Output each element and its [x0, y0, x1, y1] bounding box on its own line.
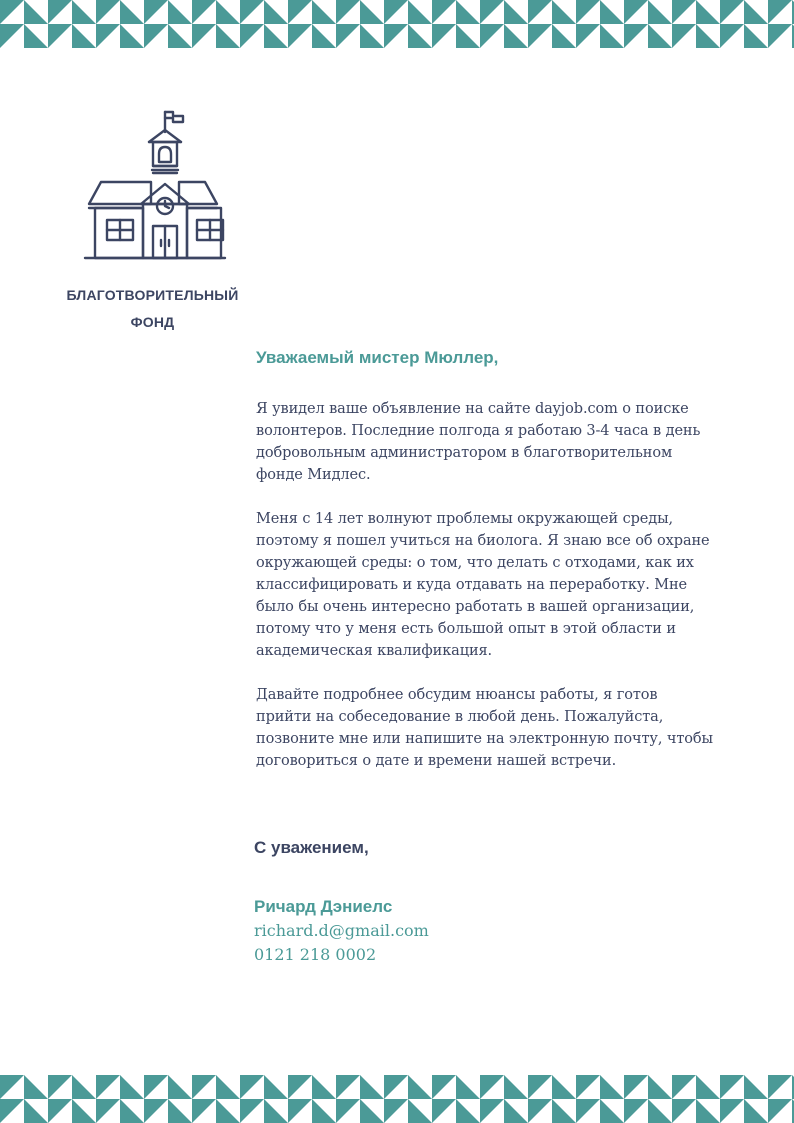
closing: С уважением, [254, 838, 369, 857]
letter-body [256, 348, 716, 794]
paragraph-3: Давайте подробнее обсудим нюансы работы, я готов прийти на собеседование в любой день. Пожалуйста, позвоните мне или напишите на электронную почту, чтобы договориться о дате и времени нашей встречи. [256, 687, 713, 769]
top-pattern-band [0, 0, 794, 48]
signature-block [254, 895, 429, 967]
paragraph-1: Я увидел ваше объявление на сайте dayjob.com о поиске волонтеров. Последние полгода я работаю 3-4 часа в день добровольным администратором в благотворительном фонде Мидлес. [256, 401, 701, 483]
bottom-pattern-band [0, 1075, 794, 1123]
organization-name [60, 282, 245, 336]
organization-name-line1: БЛАГОТВОРИТЕЛЬНЫЙ [66, 287, 239, 303]
paragraph-2: Меня с 14 лет волнуют проблемы окружающей среды, поэтому я пошел учиться на биолога. Я знаю все об охране окружающей среды: о том, что делать с отходами, как их классифицировать и куда отдавать на переработку. Мне было бы очень интересно работать в вашей организации, потому что у меня есть большой опыт в этой области и академическая квалификация. [256, 511, 710, 659]
signature-name: Ричард Дэниелс [254, 897, 393, 916]
signature-email: richard.d@gmail.com [254, 921, 429, 940]
greeting: Уважаемый мистер Мюллер, [256, 348, 499, 367]
organization-name-line2: ФОНД [130, 314, 175, 330]
signature-phone: 0121 218 0002 [254, 945, 377, 964]
organization-logo [60, 106, 245, 336]
school-building-icon [73, 106, 233, 264]
